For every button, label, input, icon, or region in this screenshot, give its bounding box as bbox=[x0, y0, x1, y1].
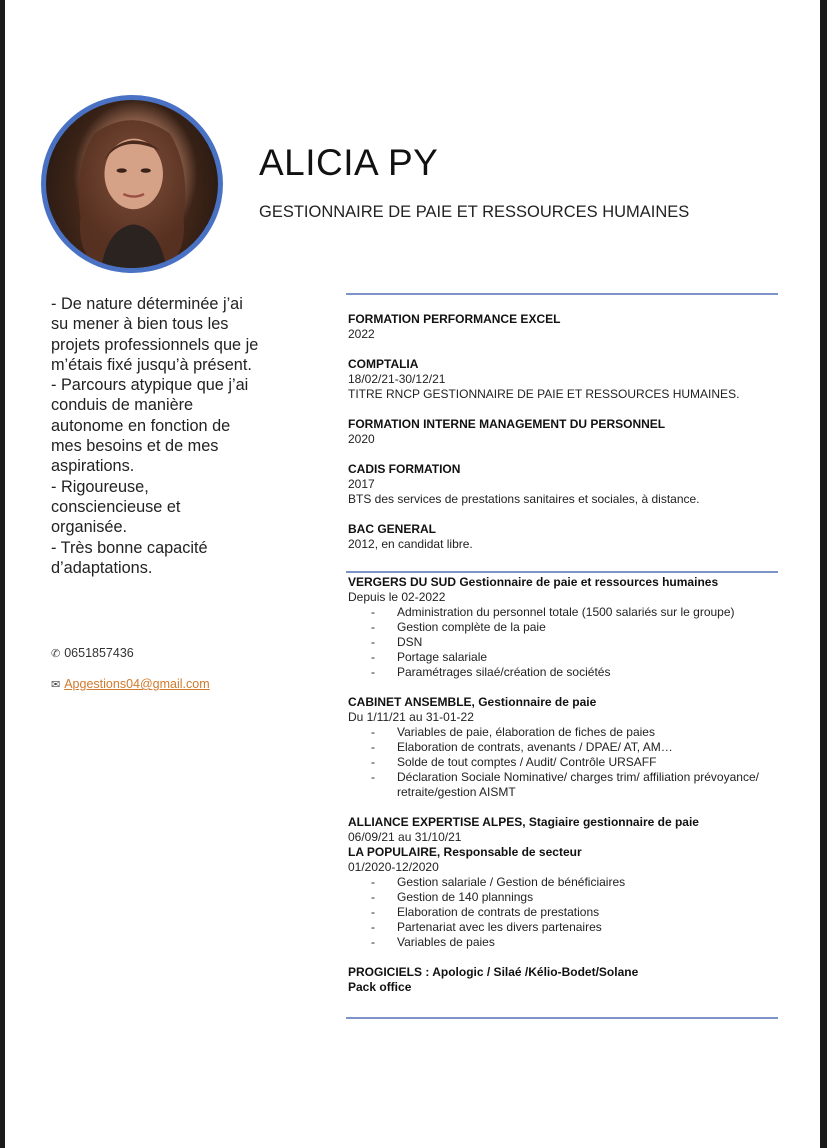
profile-line: conduis de manière bbox=[51, 396, 194, 415]
experience-title: CABINET ANSEMBLE, Gestionnaire de paie bbox=[348, 695, 597, 709]
education-title: FORMATION INTERNE MANAGEMENT DU PERSONNEL bbox=[348, 417, 666, 431]
divider-middle bbox=[346, 571, 778, 573]
software-section bbox=[348, 965, 788, 995]
divider-top bbox=[346, 293, 778, 295]
education-title: FORMATION PERFORMANCE EXCEL bbox=[348, 312, 561, 326]
experience-entry bbox=[348, 815, 788, 845]
profile-line: organisée. bbox=[51, 518, 128, 537]
task-item: - Déclaration Sociale Nominative/ charges trim/ affiliation prévoyance/ retraite/gestion AISMT bbox=[348, 770, 777, 800]
experience-section bbox=[348, 575, 788, 995]
experience-date: Du 1/11/21 au 31-01-22 bbox=[348, 710, 474, 724]
education-title: BAC GENERAL bbox=[348, 522, 437, 536]
profile-line: projets professionnels que je bbox=[51, 335, 259, 354]
task-item: - Solde de tout comptes / Audit/ Contrôle URSAFF bbox=[348, 755, 788, 770]
experience-title: LA POPULAIRE, Responsable de secteur bbox=[348, 845, 582, 859]
profile-line: mes besoins et de mes bbox=[51, 437, 219, 456]
phone-number: 0651857436 bbox=[64, 646, 134, 660]
profile-line: su mener à bien tous les bbox=[51, 315, 229, 334]
experience-date: Depuis le 02-2022 bbox=[348, 590, 446, 604]
education-entry bbox=[348, 417, 788, 447]
software-line: Pack office bbox=[348, 980, 412, 994]
task-item: - Partenariat avec les divers partenaires bbox=[348, 920, 788, 935]
profile-line: - Rigoureuse, bbox=[51, 477, 149, 496]
education-entry bbox=[348, 522, 788, 552]
experience-entry bbox=[348, 575, 788, 680]
education-entry bbox=[348, 312, 788, 342]
task-item: - Gestion salariale / Gestion de bénéficiaires bbox=[348, 875, 788, 890]
job-title: GESTIONNAIRE DE PAIE ET RESSOURCES HUMAINES bbox=[259, 203, 690, 221]
profile-line: - De nature déterminée j’ai bbox=[51, 295, 243, 313]
education-line: 2020 bbox=[348, 432, 375, 446]
profile-summary bbox=[51, 294, 296, 578]
contact-email bbox=[51, 677, 210, 691]
experience-tasks bbox=[348, 725, 788, 800]
education-title: CADIS FORMATION bbox=[348, 462, 461, 476]
education-line: TITRE RNCP GESTIONNAIRE DE PAIE ET RESSOURCES HUMAINES. bbox=[348, 387, 740, 401]
task-item: - Variables de paies bbox=[348, 935, 788, 950]
software-line: PROGICIELS : Apologic / Silaé /Kélio-Bodet/Solane bbox=[348, 965, 639, 979]
contact-phone bbox=[51, 646, 134, 660]
experience-tasks bbox=[348, 605, 788, 680]
task-item: - DSN bbox=[348, 635, 788, 650]
education-line: 2012, en candidat libre. bbox=[348, 537, 473, 551]
experience-tasks bbox=[348, 875, 788, 950]
page-edge-left bbox=[0, 0, 5, 1148]
task-item: - Gestion complète de la paie bbox=[348, 620, 788, 635]
experience-entry bbox=[348, 845, 788, 950]
envelope-icon: ✉ bbox=[51, 679, 61, 691]
email-link[interactable]: Apgestions04@gmail.com bbox=[64, 677, 210, 691]
education-line: 2022 bbox=[348, 327, 375, 341]
page-edge-right bbox=[820, 0, 827, 1148]
task-item: - Paramétrages silaé/création de sociétés bbox=[348, 665, 788, 680]
experience-title: ALLIANCE EXPERTISE ALPES, Stagiaire gestionnaire de paie bbox=[348, 815, 699, 829]
experience-entry bbox=[348, 695, 788, 800]
profile-line: - Parcours atypique que j’ai bbox=[51, 376, 249, 395]
candidate-name: ALICIA PY bbox=[259, 142, 439, 183]
education-line: 18/02/21-30/12/21 bbox=[348, 372, 446, 386]
education-entry bbox=[348, 462, 788, 507]
task-item: - Variables de paie, élaboration de fiches de paies bbox=[348, 725, 788, 740]
task-item: - Gestion de 140 plannings bbox=[348, 890, 788, 905]
education-line: BTS des services de prestations sanitaires et sociales, à distance. bbox=[348, 492, 700, 506]
task-item: - Administration du personnel totale (1500 salariés sur le groupe) bbox=[348, 605, 788, 620]
education-section bbox=[348, 312, 788, 552]
profile-photo bbox=[41, 95, 223, 273]
profile-line: - Très bonne capacité bbox=[51, 538, 208, 557]
task-item: - Elaboration de contrats, avenants / DPAE/ AT, AM… bbox=[348, 740, 788, 755]
profile-line: consciencieuse et bbox=[51, 497, 181, 516]
experience-date: 06/09/21 au 31/10/21 bbox=[348, 830, 462, 844]
task-item: - Elaboration de contrats de prestations bbox=[348, 905, 788, 920]
phone-icon: ✆ bbox=[51, 648, 61, 660]
education-entry bbox=[348, 357, 788, 402]
task-item: - Portage salariale bbox=[348, 650, 788, 665]
profile-line: d’adaptations. bbox=[51, 558, 153, 577]
experience-date: 01/2020-12/2020 bbox=[348, 860, 439, 874]
education-title: COMPTALIA bbox=[348, 357, 419, 371]
experience-title: VERGERS DU SUD Gestionnaire de paie et ressources humaines bbox=[348, 575, 719, 589]
profile-line: aspirations. bbox=[51, 457, 135, 476]
profile-line: autonome en fonction de bbox=[51, 416, 231, 435]
education-line: 2017 bbox=[348, 477, 375, 491]
divider-bottom bbox=[346, 1017, 778, 1019]
profile-line: m’étais fixé jusqu’à présent. bbox=[51, 355, 252, 374]
